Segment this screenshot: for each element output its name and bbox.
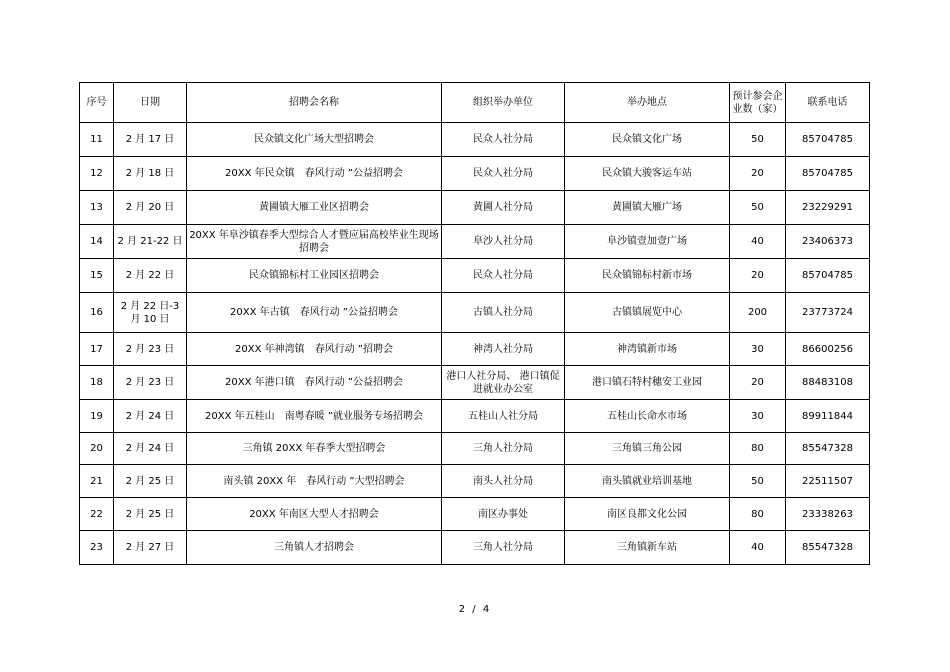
cell-fair-name: 20XX 年阜沙镇春季大型综合人才暨应届高校毕业生现场招聘会 [187,225,442,259]
cell-venue: 五桂山长命水市场 [565,400,730,433]
cell-fair-name: 民众镇文化广场大型招聘会 [187,123,442,157]
cell-company-count: 40 [730,531,786,565]
cell-organizer: 三角人社分局 [442,531,565,565]
cell-organizer: 三角人社分局 [442,433,565,465]
table-row [80,225,870,259]
cell-fair-name: 三角镇 20XX 年春季大型招聘会 [187,433,442,465]
cell-phone: 85704785 [786,157,870,191]
cell-fair-name: 南头镇 20XX 年 春风行动 ”大型招聘会 [187,465,442,498]
table-row [80,191,870,225]
header-cell: 序号 [80,83,114,123]
cell-phone: 23229291 [786,191,870,225]
cell-phone: 23338263 [786,498,870,531]
cell-venue: 三角镇三角公园 [565,433,730,465]
cell-date: 2 月 27 日 [114,531,187,565]
cell-organizer: 港口人社分局、 港口镇促进就业办公室 [442,366,565,400]
table-row [80,123,870,157]
cell-venue: 民众镇锦标村新市场 [565,259,730,293]
cell-phone: 85547328 [786,433,870,465]
cell-venue: 民众镇文化广场 [565,123,730,157]
cell-organizer: 阜沙人社分局 [442,225,565,259]
cell-index: 11 [80,123,114,157]
cell-index: 19 [80,400,114,433]
cell-index: 13 [80,191,114,225]
cell-index: 16 [80,293,114,333]
cell-company-count: 80 [730,498,786,531]
cell-phone: 23406373 [786,225,870,259]
cell-venue: 三角镇新车站 [565,531,730,565]
cell-index: 23 [80,531,114,565]
cell-index: 20 [80,433,114,465]
table-row [80,531,870,565]
table-row [80,498,870,531]
cell-index: 18 [80,366,114,400]
cell-fair-name: 20XX 年南区大型人才招聘会 [187,498,442,531]
cell-organizer: 古镇人社分局 [442,293,565,333]
cell-company-count: 20 [730,157,786,191]
cell-venue: 黄圃镇大雁广场 [565,191,730,225]
cell-phone: 23773724 [786,293,870,333]
cell-index: 17 [80,333,114,366]
cell-index: 12 [80,157,114,191]
cell-venue: 港口镇石特村穗安工业园 [565,366,730,400]
cell-organizer: 黄圃人社分局 [442,191,565,225]
table-row [80,259,870,293]
cell-fair-name: 三角镇人才招聘会 [187,531,442,565]
table-row [80,433,870,465]
cell-date: 2 月 24 日 [114,433,187,465]
cell-organizer: 民众人社分局 [442,259,565,293]
cell-fair-name: 20XX 年民众镇 春风行动 ”公益招聘会 [187,157,442,191]
cell-phone: 22511507 [786,465,870,498]
header-cell: 联系电话 [786,83,870,123]
cell-venue: 民众镇大骏客运车站 [565,157,730,191]
cell-organizer: 民众人社分局 [442,123,565,157]
cell-venue: 神湾镇新市场 [565,333,730,366]
cell-venue: 阜沙镇壹加壹广场 [565,225,730,259]
cell-company-count: 50 [730,465,786,498]
cell-fair-name: 20XX 年港口镇 春风行动 ”公益招聘会 [187,366,442,400]
cell-phone: 85704785 [786,259,870,293]
table-row [80,293,870,333]
cell-phone: 85704785 [786,123,870,157]
cell-date: 2 月 24 日 [114,400,187,433]
cell-venue: 古镇镇展览中心 [565,293,730,333]
cell-company-count: 80 [730,433,786,465]
cell-company-count: 20 [730,259,786,293]
cell-date: 2 月 23 日 [114,366,187,400]
job-fair-table [79,82,870,565]
cell-fair-name: 20XX 年古镇 春风行动 ”公益招聘会 [187,293,442,333]
cell-organizer: 五桂山人社分局 [442,400,565,433]
cell-company-count: 40 [730,225,786,259]
cell-company-count: 30 [730,333,786,366]
cell-company-count: 30 [730,400,786,433]
cell-phone: 85547328 [786,531,870,565]
cell-company-count: 200 [730,293,786,333]
page-number: 2 / 4 [458,604,492,615]
cell-venue: 南头镇就业培训基地 [565,465,730,498]
cell-organizer: 神湾人社分局 [442,333,565,366]
table-row [80,400,870,433]
header-cell: 预计参会企业数（家） [730,83,786,123]
cell-company-count: 50 [730,191,786,225]
table-row [80,333,870,366]
cell-organizer: 民众人社分局 [442,157,565,191]
cell-index: 21 [80,465,114,498]
cell-fair-name: 民众镇锦标村工业园区招聘会 [187,259,442,293]
table-row [80,366,870,400]
cell-date: 2 月 21-22 日 [114,225,187,259]
cell-fair-name: 黄圃镇大雁工业区招聘会 [187,191,442,225]
table-header-row [80,83,870,123]
table-row [80,157,870,191]
cell-phone: 86600256 [786,333,870,366]
cell-date: 2 月 22 日 [114,259,187,293]
cell-organizer: 南头人社分局 [442,465,565,498]
cell-index: 22 [80,498,114,531]
header-cell: 举办地点 [565,83,730,123]
cell-company-count: 50 [730,123,786,157]
header-cell: 日期 [114,83,187,123]
cell-date: 2 月 23 日 [114,333,187,366]
cell-fair-name: 20XX 年神湾镇 春风行动 ”招聘会 [187,333,442,366]
cell-index: 14 [80,225,114,259]
cell-date: 2 月 20 日 [114,191,187,225]
header-cell: 组织举办单位 [442,83,565,123]
cell-index: 15 [80,259,114,293]
cell-organizer: 南区办事处 [442,498,565,531]
cell-date: 2 月 18 日 [114,157,187,191]
cell-company-count: 20 [730,366,786,400]
cell-date: 2 月 22 日-3 月 10 日 [114,293,187,333]
header-cell: 招聘会名称 [187,83,442,123]
cell-phone: 88483108 [786,366,870,400]
table-row [80,465,870,498]
cell-date: 2 月 25 日 [114,498,187,531]
cell-date: 2 月 17 日 [114,123,187,157]
cell-date: 2 月 25 日 [114,465,187,498]
cell-venue: 南区良都文化公园 [565,498,730,531]
cell-phone: 89911844 [786,400,870,433]
cell-fair-name: 20XX 年五桂山 南粤春暖 ”就业服务专场招聘会 [187,400,442,433]
